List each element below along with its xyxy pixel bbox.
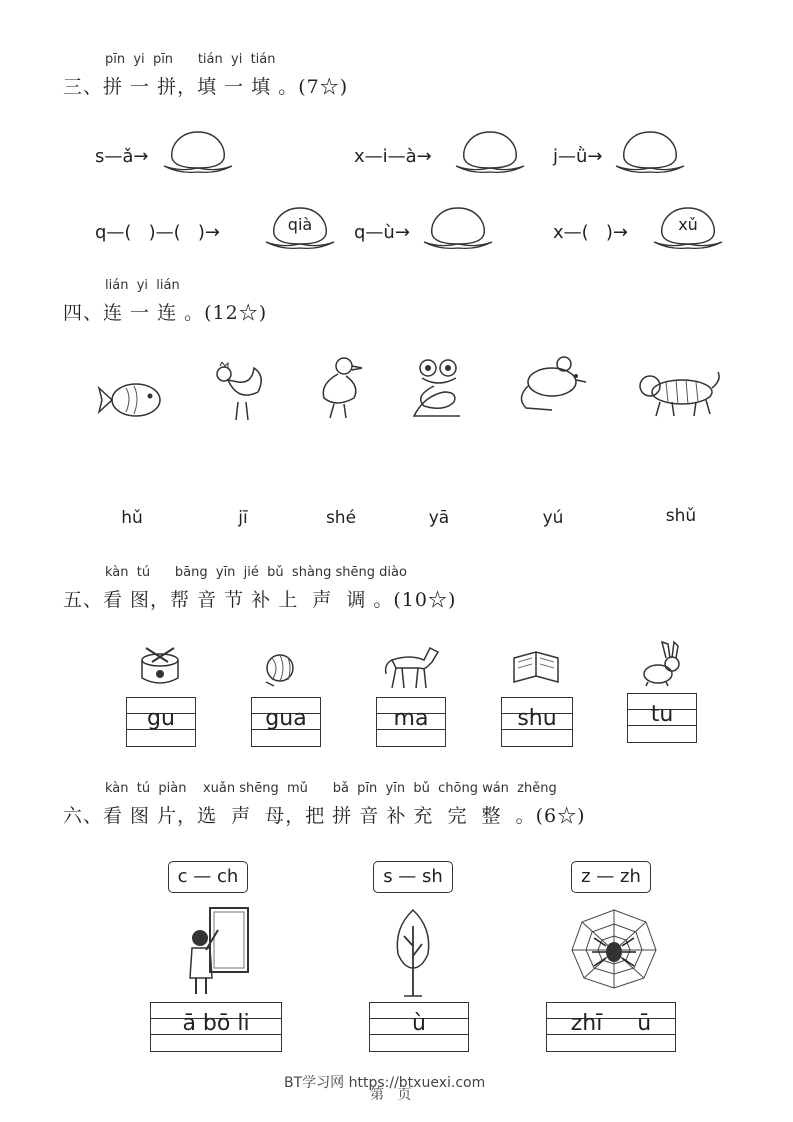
section3-pinyin: pīn yi pīn tián yi tián [105, 52, 276, 67]
seq-1: s—ǎ→ [95, 146, 149, 167]
word-shu[interactable]: shǔ [665, 506, 697, 526]
rabbit-icon [636, 640, 686, 688]
syllable-gu: gu [147, 706, 175, 731]
mouse-icon[interactable] [512, 354, 592, 414]
rooster-icon[interactable] [208, 362, 270, 424]
word-ya[interactable]: yā [428, 508, 450, 528]
four-line-ma[interactable] [376, 697, 446, 747]
choice-s-sh[interactable]: s — sh [373, 861, 453, 893]
tiger-icon[interactable] [636, 370, 722, 420]
four-line-zhi-u[interactable] [546, 1002, 676, 1052]
section4-pinyin: lián yi lián [105, 278, 180, 293]
seq-2: x—i—à→ [354, 146, 432, 167]
seq-6: x—( )→ [553, 222, 628, 243]
watermelon-icon [262, 652, 298, 688]
syllable-shu: shu [517, 706, 557, 731]
page-number: 第 页 [370, 1087, 412, 1103]
footer-site: BT学习网 https://btxuexi.com [284, 1075, 486, 1091]
tree-icon [390, 906, 436, 998]
choice-z-zh[interactable]: z — zh [571, 861, 651, 893]
four-line-gua[interactable] [251, 697, 321, 747]
peach-blank-4[interactable] [420, 202, 496, 250]
syllable-tu: tu [650, 702, 674, 727]
four-line-abo-li[interactable] [150, 1002, 282, 1052]
section3-heading: 三、拼 一 拼，填 一 填 。(7☆) [63, 76, 349, 98]
peach-label-xu: xǔ [678, 215, 698, 234]
word-she[interactable]: shé [325, 508, 357, 528]
book-icon [510, 646, 562, 688]
answer-abo-li: ā bō li [182, 1011, 250, 1036]
child-drawing-icon [186, 904, 254, 996]
peach-label-qia: qià [287, 215, 313, 234]
horse-icon [380, 640, 444, 690]
syllable-ma: ma [393, 706, 429, 731]
section6-pinyin: kàn tú piàn xuǎn shēng mǔ bǎ pīn yīn bǔ chōng wán zhěng [105, 781, 557, 796]
seq-5: q—ù→ [354, 222, 410, 243]
word-ji[interactable]: jī [238, 508, 248, 528]
word-yu[interactable]: yú [542, 508, 564, 528]
four-line-u[interactable] [369, 1002, 469, 1052]
snake-icon[interactable] [404, 356, 470, 422]
peach-blank-3[interactable] [612, 126, 688, 174]
peach-blank-1[interactable] [160, 126, 236, 174]
spider-web-icon [568, 906, 660, 992]
drum-icon [138, 644, 184, 688]
peach-blank-2[interactable] [452, 126, 528, 174]
fish-icon[interactable] [96, 372, 168, 424]
section6-heading: 六、看 图 片，选 声 母，把 拼 音 补 充 完 整 。(6☆) [63, 805, 586, 827]
four-line-shu[interactable] [501, 697, 573, 747]
seq-3: j—ǜ→ [553, 146, 603, 167]
duck-icon[interactable] [316, 354, 368, 422]
section5-heading: 五、看 图，帮 音 节 补 上 声 调 。(10☆) [63, 589, 457, 611]
peach-xu [650, 202, 726, 250]
peach-qia [262, 202, 338, 250]
four-line-gu[interactable] [126, 697, 196, 747]
four-line-tu[interactable] [627, 693, 697, 743]
seq-4: q—( )—( )→ [95, 222, 220, 243]
answer-u: ù [412, 1011, 426, 1036]
syllable-gua: gua [265, 706, 307, 731]
choice-c-ch[interactable]: c — ch [168, 861, 248, 893]
section5-pinyin: kàn tú bāng yīn jié bǔ shàng shēng diào [105, 565, 407, 580]
word-hu[interactable]: hǔ [121, 508, 143, 528]
section4-heading: 四、连 一 连 。(12☆) [63, 302, 268, 324]
answer-zhi-u: zhī ū [570, 1011, 652, 1036]
